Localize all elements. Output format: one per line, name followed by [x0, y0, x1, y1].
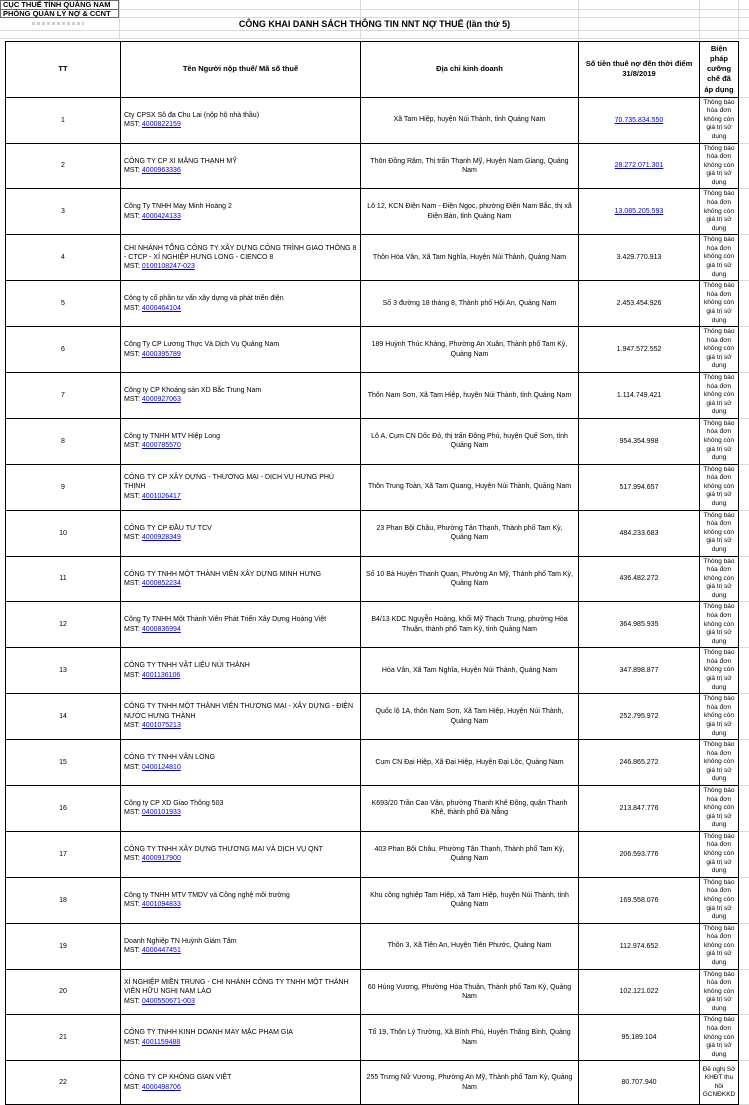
tax-debt-table: [5, 41, 749, 1105]
sheet-gridline-cell: [739, 602, 749, 648]
enforcement-measure: Thông báo hóa đơn không còn giá trị sử dụng: [700, 510, 739, 556]
mst-link[interactable]: 4000963336: [142, 167, 181, 174]
row-index: 14: [6, 694, 121, 740]
debt-amount-cell: [579, 327, 700, 373]
debt-amount: 2.453.454.926: [617, 300, 662, 307]
taxpayer-name: Công ty CP XD Giao Thông 503: [124, 799, 357, 808]
debt-amount: 954.354.998: [620, 438, 659, 445]
debt-amount: 517.994.657: [620, 484, 659, 491]
mst-link[interactable]: 4000927063: [142, 396, 181, 403]
taxpayer-cell: [121, 1015, 361, 1061]
taxpayer-cell: [121, 143, 361, 189]
taxpayer-cell: [121, 97, 361, 143]
taxpayer-cell: [121, 969, 361, 1015]
enforcement-measure: Thông báo hóa đơn không còn giá trị sử dụng: [700, 877, 739, 923]
taxpayer-cell: [121, 785, 361, 831]
enforcement-measure: Thông báo hóa đơn không còn giá trị sử dụng: [700, 740, 739, 786]
enforcement-measure: Thông báo hóa đơn không còn giá trị sử dụng: [700, 372, 739, 418]
row-index: 2: [6, 143, 121, 189]
sheet-gridline-cell: [739, 694, 749, 740]
table-row: [6, 281, 749, 327]
debt-amount-cell: [579, 143, 700, 189]
mst-link[interactable]: 4000395789: [142, 351, 181, 358]
sheet-gridline-cell: [739, 418, 749, 464]
mst-line: [124, 304, 357, 313]
mst-label: MST:: [124, 998, 140, 1005]
mst-line: [124, 1038, 357, 1047]
sheet-gridline-cell: [739, 1061, 749, 1105]
taxpayer-cell: [121, 556, 361, 602]
mst-line: [124, 395, 357, 404]
debt-amount-cell: [579, 694, 700, 740]
mst-link[interactable]: 0400101933: [142, 809, 181, 816]
mst-label: MST:: [124, 396, 140, 403]
taxpayer-name: XÍ NGHIỆP MIỀN TRUNG - CHI NHÁNH CÔNG TY TNHH MỘT THÀNH VIÊN HỮU NGHỊ NAM LÀO: [124, 978, 357, 997]
mst-line: [124, 854, 357, 863]
taxpayer-name: Công Ty TNHH Một Thành Viên Phát Triển Xây Dựng Hoàng Việt: [124, 615, 357, 624]
taxpayer-name: Công ty TNHH MTV Hiệp Long: [124, 432, 357, 441]
sheet-header-area: [0, 0, 749, 41]
debt-amount-cell: [579, 510, 700, 556]
mst-line: [124, 350, 357, 359]
business-address: Thôn 3, Xã Tiên An, Huyện Tiên Phước, Quảng Nam: [361, 923, 579, 969]
taxpayer-name: CÔNG TY CP ĐẦU TƯ TCV: [124, 524, 357, 533]
enforcement-measure: Thông báo hóa đơn không còn giá trị sử dụng: [700, 694, 739, 740]
row-index: 18: [6, 877, 121, 923]
taxpayer-name: CÔNG TY TNHH VÂN LONG: [124, 753, 357, 762]
taxpayer-name: CÔNG TY TNHH MỘT THÀNH VIÊN XÂY DỰNG MINH HƯNG: [124, 570, 357, 579]
table-row: [6, 602, 749, 648]
business-address: B4/13 KDC Nguyễn Hoàng, khối Mỹ Thạch Trung, phường Hòa Thuận, thành phố Tam Kỳ, tỉnh Quảng Nam: [361, 602, 579, 648]
sheet-gridline-cell: [739, 42, 749, 98]
taxpayer-name: CÔNG TY CP KHÔNG GIAN VIỆT: [124, 1073, 357, 1082]
mst-line: [124, 262, 357, 271]
debt-amount-link[interactable]: 13.085.205.593: [615, 208, 664, 215]
mst-label: MST:: [124, 626, 140, 633]
business-address: Lô 12, KCN Điện Nam - Điện Ngọc, phường Điện Nam Bắc, thị xã Điện Bàn, tỉnh Quảng Nam: [361, 189, 579, 235]
taxpayer-name: CÔNG TY TNHH VẬT LIỆU NÚI THÀNH: [124, 661, 357, 670]
debt-amount: 213.847.776: [620, 805, 659, 812]
row-index: 4: [6, 235, 121, 281]
business-address: Khu công nghiệp Tam Hiệp, xã Tam Hiệp, huyện Núi Thành, tỉnh Quảng Nam: [361, 877, 579, 923]
sheet-gridline-cell: [739, 372, 749, 418]
row-index: 10: [6, 510, 121, 556]
sheet-gridline-cell: [739, 556, 749, 602]
mst-link[interactable]: 0100108247-023: [142, 263, 195, 270]
taxpayer-cell: [121, 602, 361, 648]
row-index: 8: [6, 418, 121, 464]
mst-label: MST:: [124, 213, 140, 220]
row-index: 17: [6, 831, 121, 877]
dept-name: PHÒNG QUẢN LÝ NỢ & CCNT: [3, 9, 111, 18]
business-address: K693/20 Trần Cao Vân, phường Thanh Khê Đông, quận Thanh Khê, thành phố Đà Nẵng: [361, 785, 579, 831]
taxpayer-cell: [121, 1061, 361, 1105]
debt-amount-cell: [579, 923, 700, 969]
business-address: Thôn Đồng Râm, Thị trấn Thạnh Mỹ, Huyện Nam Giang, Quảng Nam: [361, 143, 579, 189]
taxpayer-name: CÔNG TY CP XÂY DỰNG - THƯƠNG MẠI - DỊCH VỤ HƯNG PHÚ THỊNH: [124, 473, 357, 492]
table-row: [6, 740, 749, 786]
enforcement-measure: Thông báo hóa đơn không còn giá trị sử dụng: [700, 235, 739, 281]
mst-line: [124, 120, 357, 129]
business-address: 255 Trưng Nữ Vương, Phường An Mỹ, Thành phố Tam Kỳ, Quảng Nam: [361, 1061, 579, 1105]
mst-label: MST:: [124, 901, 140, 908]
row-index: 12: [6, 602, 121, 648]
mst-label: MST:: [124, 534, 140, 541]
business-address: Hòa Vân, Xã Tam Nghĩa, Huyện Núi Thành, Quảng Nam: [361, 648, 579, 694]
debt-amount-cell: [579, 556, 700, 602]
document-title: CÔNG KHAI DANH SÁCH THÔNG TIN NNT NỢ THUẾ (lần thứ 5): [0, 18, 749, 30]
enforcement-measure: Thông báo hóa đơn không còn giá trị sử dụng: [700, 602, 739, 648]
debt-amount: 3.429.770.913: [617, 254, 662, 261]
enforcement-measure: Thông báo hóa đơn không còn giá trị sử dụng: [700, 923, 739, 969]
debt-amount-cell: [579, 740, 700, 786]
mst-link[interactable]: 4000424133: [142, 213, 181, 220]
col-header-tt: TT: [6, 42, 121, 98]
debt-amount: 112.974.652: [620, 943, 658, 950]
table-row: [6, 1015, 749, 1061]
debt-amount-link[interactable]: 28.272.071.301: [615, 162, 664, 169]
taxpayer-name: CÔNG TY TNHH MỘT THÀNH VIÊN THƯƠNG MẠI - XÂY DỰNG - ĐIỆN NƯỚC HƯNG THÀNH: [124, 702, 357, 721]
col-header-measure: Biện pháp cưỡng chế đã áp dụng: [700, 42, 739, 98]
mst-line: [124, 166, 357, 175]
row-index: 22: [6, 1061, 121, 1105]
debt-amount-cell: [579, 831, 700, 877]
taxpayer-cell: [121, 694, 361, 740]
mst-link[interactable]: 4000447451: [142, 947, 181, 954]
mst-label: MST:: [124, 764, 140, 771]
debt-amount: 169.558.076: [620, 897, 659, 904]
enforcement-measure: Thông báo hóa đơn không còn giá trị sử dụng: [700, 556, 739, 602]
debt-amount-cell: [579, 281, 700, 327]
table-row: [6, 831, 749, 877]
mst-line: [124, 579, 357, 588]
enforcement-measure: Thông báo hóa đơn không còn giá trị sử dụng: [700, 648, 739, 694]
mst-link[interactable]: 4000822159: [142, 121, 181, 128]
taxpayer-cell: [121, 831, 361, 877]
taxpayer-cell: [121, 877, 361, 923]
mst-link[interactable]: 4000836994: [142, 626, 181, 633]
debt-amount-cell: [579, 602, 700, 648]
table-row: [6, 143, 749, 189]
sheet-gridline-cell: [739, 97, 749, 143]
row-index: 16: [6, 785, 121, 831]
col-header-amount: Số tiền thuế nợ đến thời điểm 31/8/2019: [579, 42, 700, 98]
debt-amount: 95.189.104: [621, 1034, 656, 1041]
enforcement-measure: Thông báo hóa đơn không còn giá trị sử dụng: [700, 97, 739, 143]
mst-link[interactable]: 0400550671-003: [142, 998, 195, 1005]
debt-amount: 1.114.749.421: [617, 392, 661, 399]
mst-line: [124, 763, 357, 772]
taxpayer-cell: [121, 923, 361, 969]
business-address: Quốc lộ 1A, thôn Nam Sơn, Xã Tam Hiệp, Huyện Núi Thành, Quảng Nam: [361, 694, 579, 740]
taxpayer-cell: [121, 327, 361, 373]
sheet-gridline-cell: [739, 327, 749, 373]
mst-line: [124, 492, 357, 501]
mst-line: [124, 671, 357, 680]
table-row: [6, 785, 749, 831]
mst-line: [124, 212, 357, 221]
debt-amount-cell: [579, 464, 700, 510]
debt-amount-cell: [579, 189, 700, 235]
sheet-gridline-cell: [739, 143, 749, 189]
table-row: [6, 556, 749, 602]
mst-line: [124, 721, 357, 730]
debt-amount: 1.947.572.552: [617, 346, 662, 353]
mst-link[interactable]: 4001026417: [142, 493, 181, 500]
mst-line: [124, 1083, 357, 1092]
enforcement-measure: Đề nghị Sở KHĐT thu hồi GCNĐKKD: [700, 1061, 739, 1105]
taxpayer-cell: [121, 740, 361, 786]
col-header-taxpayer: Tên Người nộp thuế/ Mã số thuế: [121, 42, 361, 98]
mst-label: MST:: [124, 493, 140, 500]
taxpayer-cell: [121, 281, 361, 327]
debt-amount-cell: [579, 969, 700, 1015]
sheet-gridline-cell: [739, 648, 749, 694]
row-index: 6: [6, 327, 121, 373]
taxpayer-name: Công Ty CP Lương Thực Và Dịch Vụ Quảng Nam: [124, 340, 357, 349]
business-address: 60 Hùng Vương, Phường Hòa Thuận, Thành phố Tam Kỳ, Quảng Nam: [361, 969, 579, 1015]
debt-amount: 246.865.272: [620, 759, 659, 766]
mst-link[interactable]: 4000917900: [142, 855, 181, 862]
mst-label: MST:: [124, 580, 140, 587]
table-row: [6, 1061, 749, 1105]
gridline: [0, 38, 749, 39]
row-index: 21: [6, 1015, 121, 1061]
mst-link[interactable]: 4001075213: [142, 722, 181, 729]
table-row: [6, 97, 749, 143]
business-address: Thôn Trung Toàn, Xã Tam Quang, Huyện Núi Thành, Quảng Nam: [361, 464, 579, 510]
debt-amount: 347.898.877: [620, 667, 659, 674]
taxpayer-cell: [121, 464, 361, 510]
debt-amount-cell: [579, 785, 700, 831]
row-index: 11: [6, 556, 121, 602]
debt-amount: 364.985.935: [620, 621, 659, 628]
mst-label: MST:: [124, 1084, 140, 1091]
business-address: Thôn Nam Sơn, Xã Tam Hiệp, huyện Núi Thành, tỉnh Quảng Nam: [361, 372, 579, 418]
enforcement-measure: Thông báo hóa đơn không còn giá trị sử dụng: [700, 281, 739, 327]
taxpayer-name: Công ty cổ phần tư vấn xây dựng và phát triển điện: [124, 294, 357, 303]
enforcement-measure: Thông báo hóa đơn không còn giá trị sử dụng: [700, 1015, 739, 1061]
row-index: 19: [6, 923, 121, 969]
mst-link[interactable]: 4000928349: [142, 534, 181, 541]
mst-link[interactable]: 4001094833: [142, 901, 181, 908]
taxpayer-name: CÔNG TY TNHH KINH DOANH MAY MẶC PHẠM GIA: [124, 1028, 357, 1037]
table-row: [6, 694, 749, 740]
debt-amount-cell: [579, 235, 700, 281]
mst-label: MST:: [124, 855, 140, 862]
taxpayer-name: CHI NHÁNH TỔNG CÔNG TY XÂY DỰNG CÔNG TRÌNH GIAO THÔNG 8 - CTCP - XÍ NGHIỆP HƯNG LONG - CIENCO 8: [124, 244, 357, 263]
mst-label: MST:: [124, 722, 140, 729]
enforcement-measure: Thông báo hóa đơn không còn giá trị sử dụng: [700, 969, 739, 1015]
taxpayer-cell: [121, 189, 361, 235]
enforcement-measure: Thông báo hóa đơn không còn giá trị sử dụng: [700, 143, 739, 189]
sheet-gridline-cell: [739, 235, 749, 281]
taxpayer-cell: [121, 235, 361, 281]
debt-amount: 102.121.022: [620, 988, 659, 995]
enforcement-measure: Thông báo hóa đơn không còn giá trị sử dụng: [700, 464, 739, 510]
sheet-gridline-cell: [739, 831, 749, 877]
sheet-gridline-cell: [739, 189, 749, 235]
sheet-gridline-cell: [739, 464, 749, 510]
taxpayer-cell: [121, 648, 361, 694]
mst-label: MST:: [124, 167, 140, 174]
table-row: [6, 372, 749, 418]
business-address: Tổ 19, Thôn Lý Trường, Xã Bình Phú, Huyện Thăng Bình, Quảng Nam: [361, 1015, 579, 1061]
mst-label: MST:: [124, 672, 140, 679]
table-row: [6, 464, 749, 510]
table-row: [6, 327, 749, 373]
row-index: 13: [6, 648, 121, 694]
mst-link[interactable]: 4000464104: [142, 305, 181, 312]
enforcement-measure: Thông báo hóa đơn không còn giá trị sử dụng: [700, 785, 739, 831]
mst-label: MST:: [124, 1039, 140, 1046]
table-row: [6, 923, 749, 969]
debt-amount: 436.482.272: [620, 575, 659, 582]
table-row: [6, 510, 749, 556]
org-name: CỤC THUẾ TỈNH QUẢNG NAM: [3, 0, 111, 9]
enforcement-measure: Thông báo hóa đơn không còn giá trị sử dụng: [700, 418, 739, 464]
mst-line: [124, 533, 357, 542]
debt-amount: 484.233.683: [620, 530, 659, 537]
business-address: Cụm CN Đại Hiệp, Xã Đại Hiệp, Huyện Đại Lộc, Quảng Nam: [361, 740, 579, 786]
row-index: 7: [6, 372, 121, 418]
mst-link[interactable]: 4000498706: [142, 1084, 181, 1091]
table-row: [6, 969, 749, 1015]
row-index: 1: [6, 97, 121, 143]
debt-amount-cell: [579, 1015, 700, 1061]
sheet-gridline-cell: [739, 877, 749, 923]
taxpayer-name: Công ty TNHH MTV TMDV và Công nghệ môi trường: [124, 891, 357, 900]
sheet-gridline-cell: [739, 740, 749, 786]
row-index: 15: [6, 740, 121, 786]
taxpayer-cell: [121, 418, 361, 464]
mst-label: MST:: [124, 305, 140, 312]
business-address: Xã Tam Hiệp, huyện Núi Thành, tỉnh Quảng Nam: [361, 97, 579, 143]
debt-amount: 80.707.940: [621, 1079, 656, 1086]
taxpayer-name: Doanh Nghiệp TN Huỳnh Giám Tâm: [124, 937, 357, 946]
mst-line: [124, 808, 357, 817]
sheet-gridline-cell: [739, 923, 749, 969]
mst-line: [124, 946, 357, 955]
mst-label: MST:: [124, 351, 140, 358]
taxpayer-cell: [121, 510, 361, 556]
table-body: [6, 97, 749, 1105]
business-address: Thôn Hòa Vân, Xã Tam Nghĩa, Huyện Núi Thành, Quảng Nam: [361, 235, 579, 281]
mst-line: [124, 997, 357, 1006]
mst-label: MST:: [124, 121, 140, 128]
mst-line: [124, 900, 357, 909]
business-address: Lô A, Cụm CN Dốc Đỏ, thị trấn Đông Phú, huyện Quế Sơn, tỉnh Quảng Nam: [361, 418, 579, 464]
mst-link[interactable]: 4000785570: [142, 442, 181, 449]
enforcement-measure: Thông báo hóa đơn không còn giá trị sử dụng: [700, 189, 739, 235]
mst-label: MST:: [124, 263, 140, 270]
debt-amount-link[interactable]: 70.735.834.550: [615, 117, 664, 124]
row-index: 20: [6, 969, 121, 1015]
business-address: 403 Phan Bội Châu, Phường Tân Thạnh, Thành phố Tam Kỳ, Quảng Nam: [361, 831, 579, 877]
sheet-gridline-cell: [739, 1015, 749, 1061]
taxpayer-cell: [121, 372, 361, 418]
taxpayer-name: CÔNG TY TNHH XÂY DỰNG THƯƠNG MẠI VÀ DỊCH VỤ QNT: [124, 845, 357, 854]
enforcement-measure: Thông báo hóa đơn không còn giá trị sử dụng: [700, 831, 739, 877]
mst-label: MST:: [124, 947, 140, 954]
taxpayer-name: Công Ty TNHH May Minh Hoàng 2: [124, 202, 357, 211]
mst-label: MST:: [124, 809, 140, 816]
debt-amount-cell: [579, 648, 700, 694]
table-row: [6, 235, 749, 281]
taxpayer-name: CÔNG TY CP XI MĂNG THẠNH MỸ: [124, 157, 357, 166]
mst-line: [124, 625, 357, 634]
debt-amount-cell: [579, 877, 700, 923]
business-address: Số 10 Bà Huyện Thanh Quan, Phường An Mỹ, Thành phố Tam Kỳ, Quảng Nam: [361, 556, 579, 602]
sheet-gridline-cell: [739, 281, 749, 327]
debt-amount-cell: [579, 418, 700, 464]
row-index: 3: [6, 189, 121, 235]
mst-link[interactable]: 4001136106: [142, 672, 180, 679]
mst-line: [124, 441, 357, 450]
table-header-row: [6, 42, 749, 98]
sheet-gridline-cell: [739, 785, 749, 831]
debt-amount-cell: [579, 372, 700, 418]
business-address: 189 Huỳnh Thúc Kháng, Phường An Xuân, Thành phố Tam Kỳ, Quảng Nam: [361, 327, 579, 373]
table-row: [6, 189, 749, 235]
enforcement-measure: Thông báo hóa đơn không còn giá trị sử dụng: [700, 327, 739, 373]
sheet-gridline-cell: [739, 510, 749, 556]
row-index: 5: [6, 281, 121, 327]
table-row: [6, 877, 749, 923]
business-address: Số 3 đường 18 tháng 8, Thành phố Hội An, Quảng Nam: [361, 281, 579, 327]
table-row: [6, 418, 749, 464]
taxpayer-name: Cty CPSX Sô đa Chu Lai (nộp hộ nhà thầu): [124, 111, 357, 120]
mst-link[interactable]: 4000852234: [142, 580, 181, 587]
debt-amount: 206.593.776: [620, 851, 659, 858]
debt-amount-cell: [579, 97, 700, 143]
debt-amount: 252.795.972: [620, 713, 659, 720]
taxpayer-name: Công ty CP Khoáng sản XD Bắc Trung Nam: [124, 386, 357, 395]
col-header-address: Địa chỉ kinh doanh: [361, 42, 579, 98]
row-index: 9: [6, 464, 121, 510]
gridline: [0, 30, 749, 31]
debt-amount-cell: [579, 1061, 700, 1105]
sheet-gridline-cell: [739, 969, 749, 1015]
mst-link[interactable]: 0400124810: [142, 764, 181, 771]
mst-link[interactable]: 4001159488: [142, 1039, 180, 1046]
table-row: [6, 648, 749, 694]
business-address: 23 Phan Bội Châu, Phường Tân Thạnh, Thành phố Tam Kỳ, Quảng Nam: [361, 510, 579, 556]
mst-label: MST:: [124, 442, 140, 449]
